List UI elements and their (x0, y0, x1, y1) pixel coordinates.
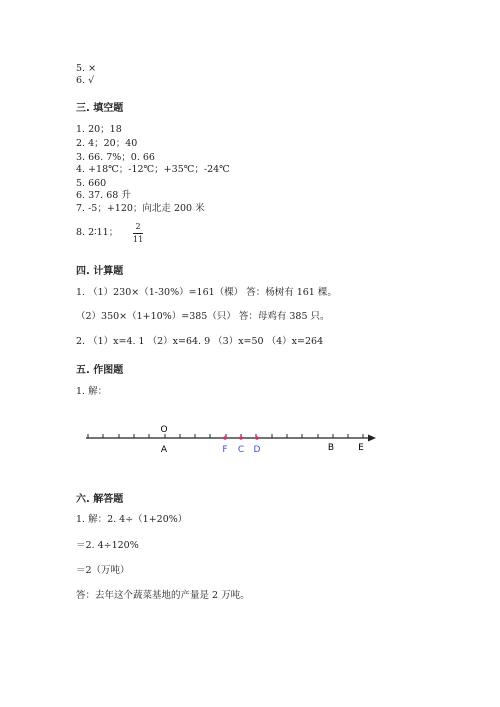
drawing-answer-1: 1. 解： (76, 386, 108, 397)
calc-answer-2: 2. （1）x=4. 1 （2）x=64. 9 （3）x=50 （4）x=264 (76, 336, 324, 347)
solve-answer-line-2: ＝2. 4÷120% (76, 540, 139, 551)
label-B: B (327, 443, 335, 453)
fill-answer-4: 4. +18℃；-12℃；+35℃；-24℃ (76, 164, 230, 175)
fraction-denominator: 11 (133, 235, 144, 244)
section-5-title: 五. 作图题 (76, 365, 124, 376)
number-line-ticks (88, 434, 363, 440)
fraction-numerator: 2 (135, 222, 141, 231)
fill-answer-5: 5. 660 (76, 178, 107, 189)
label-E: E (358, 443, 364, 453)
fraction-bar (133, 233, 143, 234)
judge-answer-5: 5. × (76, 63, 97, 74)
number-line-figure (80, 420, 380, 460)
section-4-title: 四. 计算题 (76, 266, 124, 277)
solve-answer-line-4: 答：去年这个蔬菜基地的产量是 2 万吨。 (76, 590, 250, 601)
fill-answer-3: 3. 66. 7%；0. 66 (76, 152, 155, 163)
number-line-arrow (368, 435, 376, 442)
label-C: C (237, 445, 245, 455)
solve-answer-line-1: 1. 解：2. 4÷（1+20%） (76, 514, 188, 525)
fill-answer-8: 8. 2∶11； (76, 227, 119, 238)
section-3-title: 三. 填空题 (76, 103, 124, 114)
fill-answer-2: 2. 4；20；40 (76, 138, 138, 149)
label-origin-O: O (160, 425, 168, 435)
highlight-point (255, 436, 259, 440)
solve-answer-line-3: ＝2（万吨） (76, 565, 130, 576)
label-D: D (253, 445, 261, 455)
highlight-point (239, 436, 243, 440)
fill-answer-6: 6. 37. 68 升 (76, 190, 131, 201)
section-6-title: 六. 解答题 (76, 494, 124, 505)
label-A: A (160, 445, 168, 455)
fill-answer-7: 7. -5；+120；向北走 200 米 (76, 203, 205, 214)
fraction-2-11 (133, 222, 143, 245)
label-F: F (222, 445, 228, 455)
calc-answer-1-1: 1. （1）230×（1-30%）=161（棵） 答：杨树有 161 棵。 (76, 287, 337, 298)
judge-answer-6: 6. √ (76, 75, 95, 86)
fill-answer-1: 1. 20；18 (76, 124, 122, 135)
highlight-point (223, 436, 227, 440)
calc-answer-1-2: （2）350×（1+10%）=385（只） 答：母鸡有 385 只。 (76, 311, 330, 322)
